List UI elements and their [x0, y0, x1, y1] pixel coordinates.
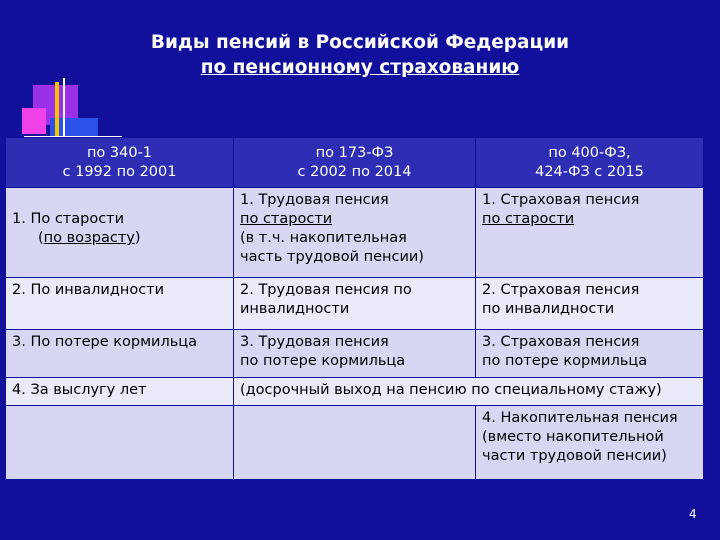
row3-cell-340-1: 3. По потере кормильца	[6, 330, 234, 378]
decor-square-pink	[22, 108, 46, 134]
row2-cell-173-fz: 2. Трудовая пенсия по инвалидности	[234, 278, 476, 330]
table-row	[6, 278, 704, 330]
header-cell-173-fz: по 173-ФЗ с 2002 по 2014	[234, 138, 476, 188]
row5-cell-340-1	[6, 406, 234, 480]
title-line-1: Виды пенсий в Российской Федерации	[150, 32, 570, 53]
table-row	[6, 330, 704, 378]
row1-c2-note: (в т.ч. накопительная часть трудовой пенсии)	[240, 230, 424, 265]
pension-types-table	[5, 137, 704, 480]
slide-title	[0, 30, 720, 80]
row1-cell-173-fz	[234, 188, 476, 278]
row1-c1-line1: 1. По старости	[12, 211, 125, 227]
title-line-2: по пенсионному страхованию	[200, 57, 520, 78]
table-header-row	[6, 138, 704, 188]
row1-cell-340-1	[6, 188, 234, 278]
table-row	[6, 406, 704, 480]
page-number: 4	[689, 507, 697, 521]
row1-c2-line1: 1. Трудовая пенсия	[240, 192, 389, 208]
row4-cell-merged: (досрочный выход на пенсию по специальному стажу)	[234, 378, 704, 406]
row1-c1-underlined: по возрасту	[43, 230, 135, 246]
header-cell-340-1: по 340-1 с 1992 по 2001	[6, 138, 234, 188]
row5-cell-173-fz	[234, 406, 476, 480]
table-row	[6, 188, 704, 278]
table-row	[6, 378, 704, 406]
header-cell-400-fz: по 400-ФЗ, 424-ФЗ с 2015	[476, 138, 704, 188]
decor-line-vertical	[63, 78, 65, 138]
paren-open: (	[38, 230, 44, 246]
row1-c2-underlined: по старости	[240, 211, 333, 227]
row1-c1-line2	[12, 229, 227, 248]
paren-close: )	[134, 230, 141, 246]
row3-cell-400-fz: 3. Страховая пенсия по потере кормильца	[476, 330, 704, 378]
row5-cell-400-fz: 4. Накопительная пенсия (вместо накопительной части трудовой пенсии)	[476, 406, 704, 480]
row3-cell-173-fz: 3. Трудовая пенсия по потере кормильца	[234, 330, 476, 378]
row1-c3-line1: 1. Страховая пенсия	[482, 192, 640, 208]
decor-bar-yellow	[55, 82, 59, 138]
row1-cell-400-fz	[476, 188, 704, 278]
row2-cell-400-fz: 2. Страховая пенсия по инвалидности	[476, 278, 704, 330]
row4-cell-340-1: 4. За выслугу лет	[6, 378, 234, 406]
row1-c3-underlined: по старости	[482, 211, 575, 227]
row2-cell-340-1: 2. По инвалидности	[6, 278, 234, 330]
